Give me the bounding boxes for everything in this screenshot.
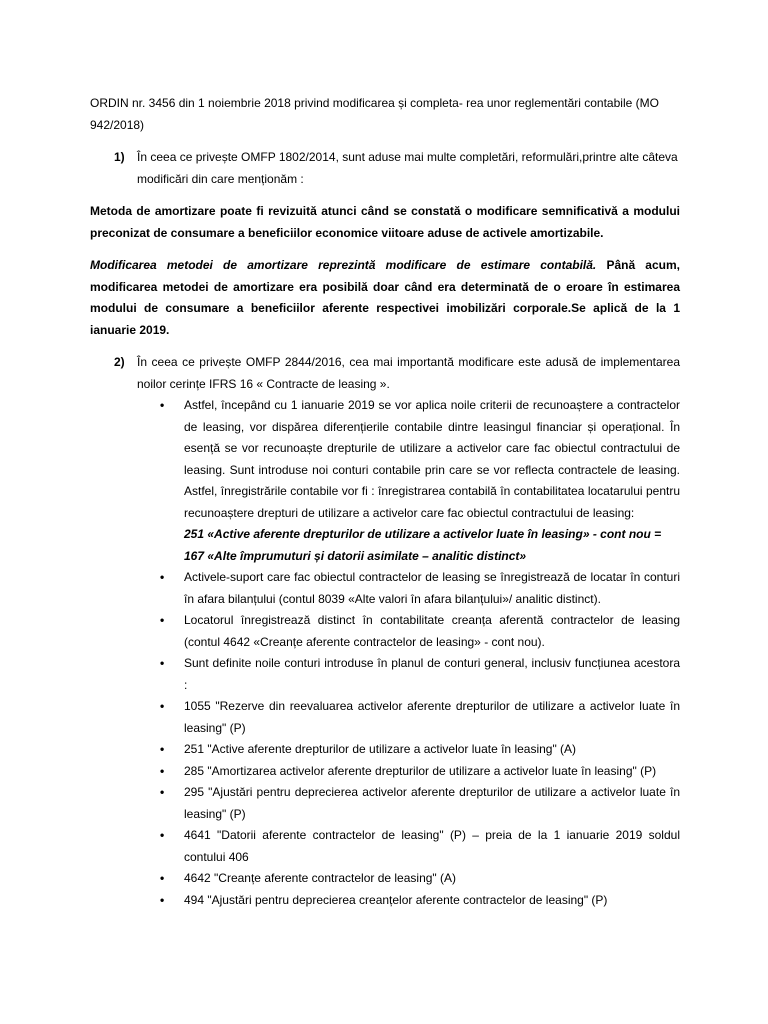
section-number: 2) (114, 355, 125, 369)
section-1 (90, 147, 680, 190)
list-item (160, 868, 680, 890)
section-text: În ceea ce privește OMFP 2844/2016, cea mai importantă modificare este adusă de implementarea noilor cerințe IFRS 16 « Contracte de leasing ». (137, 355, 680, 391)
list-item (160, 395, 680, 567)
list-item-text: 4641 "Datorii aferente contractelor de leasing" (P) – preia de la 1 ianuarie 2019 soldul contului 406 (184, 828, 680, 864)
list-item-text: 494 "Ajustări pentru deprecierea creanțelor aferente contractelor de leasing" (P) (184, 892, 608, 907)
bullet-icon: • (160, 398, 165, 412)
paragraph-method-change (90, 255, 680, 341)
list-item-text: 295 "Ajustări pentru deprecierea activelor aferente drepturilor de utilizare a activelor luate în leasing" (P) (184, 785, 680, 821)
list-item-text: 251 "Active aferente drepturilor de utilizare a activelor luate în leasing" (A) (184, 742, 577, 756)
paragraph-rest: Până acum, modificarea metodei de amortizare era posibilă doar când era determinată de o eroare în estimarea modului de consumare a beneficiilor aferente respectivei imobilizări corporale.Se aplică de la 1 ianuarie 2019. (90, 258, 680, 337)
italic-statement: Modificarea metodei de amortizare reprezintă modificare de estimare contabilă. (90, 258, 597, 272)
list-item-text: Sunt definite noile conturi introduse în planul de conturi general, inclusiv funcțiunea acestora : (184, 656, 680, 692)
section-2 (90, 352, 680, 395)
paragraph-amortization-method: Metoda de amortizare poate fi revizuită atunci când se constată o modificare semnificativă a modului preconizat de consumare a beneficiilor economice viitoare aduse de activele amortizabile. (90, 204, 680, 240)
list-item (160, 761, 680, 783)
list-item-text: 4642 "Creanțe aferente contractelor de leasing" (A) (184, 871, 457, 885)
bullet-icon: • (160, 699, 165, 713)
section-text: În ceea ce privește OMFP 1802/2014, sunt aduse mai multe completări, reformulări,printre alte câteva modificări din care menționăm : (137, 150, 678, 186)
list-item-text: 1055 "Rezerve din reevaluarea activelor aferente drepturilor de utilizare a activelor luate în leasing" (P) (184, 699, 680, 735)
list-item (160, 739, 680, 761)
formula-debit: 251 «Active aferente drepturilor de utilizare a activelor luate în leasing» - cont nou = (184, 527, 662, 541)
list-item-text: Locatorul înregistrează distinct în contabilitate creanța aferentă contractelor de leasing (contul 4642 «Creanțe aferente contractelor de leasing» - cont nou). (184, 613, 680, 649)
bullet-icon: • (160, 763, 165, 778)
list-item (160, 653, 680, 696)
list-item (160, 825, 680, 868)
list-item (160, 567, 680, 610)
list-item-text: Astfel, începând cu 1 ianuarie 2019 se vor aplica noile criterii de recunoaștere a contractelor de leasing, vor dispărea diferențierile contabile dintre leasingul financiar și operațional. În esență se vor recunoaște drepturile de utilizare a activelor care fac obiectul contractului de leasing. Sunt introduse noi conturi contabile prin care se vor reflecta contractele de leasing. Astfel, înregistrările contabile vor fi : înregistrarea contabilă în contabilitatea locatarului pentru recunoaștere drepturi de utilizare a activelor care fac obiectul contractului de leasing: (184, 398, 680, 520)
bullet-icon: • (160, 656, 165, 670)
bullet-icon: • (160, 871, 165, 885)
list-item-text: Activele-suport care fac obiectul contractelor de leasing se înregistrează de locatar în conturi în afara bilanțului (contul 8039 «Alte valori în afara bilanțului»/ analitic distinct). (184, 570, 680, 606)
list-item (160, 890, 680, 912)
formula-credit: 167 «Alte împrumuturi și datorii asimilate – analitic distinct» (184, 548, 527, 563)
list-item-text: 285 "Amortizarea activelor aferente drepturilor de utilizare a activelor luate în leasing" (P) (184, 763, 657, 778)
section-number: 1) (114, 150, 125, 164)
bullet-icon: • (160, 570, 165, 584)
bullet-icon: • (160, 613, 165, 627)
document-body (90, 93, 680, 911)
bullet-list (90, 395, 680, 911)
list-item (160, 696, 680, 739)
list-item (160, 782, 680, 825)
bullet-icon: • (160, 892, 165, 907)
bullet-icon: • (160, 742, 165, 756)
bullet-icon: • (160, 785, 165, 799)
bullet-icon: • (160, 828, 165, 842)
document-title: ORDIN nr. 3456 din 1 noiembrie 2018 privind modificarea și completa- rea unor reglementări contabile (MO 942/2018) (90, 96, 659, 132)
list-item (160, 610, 680, 653)
